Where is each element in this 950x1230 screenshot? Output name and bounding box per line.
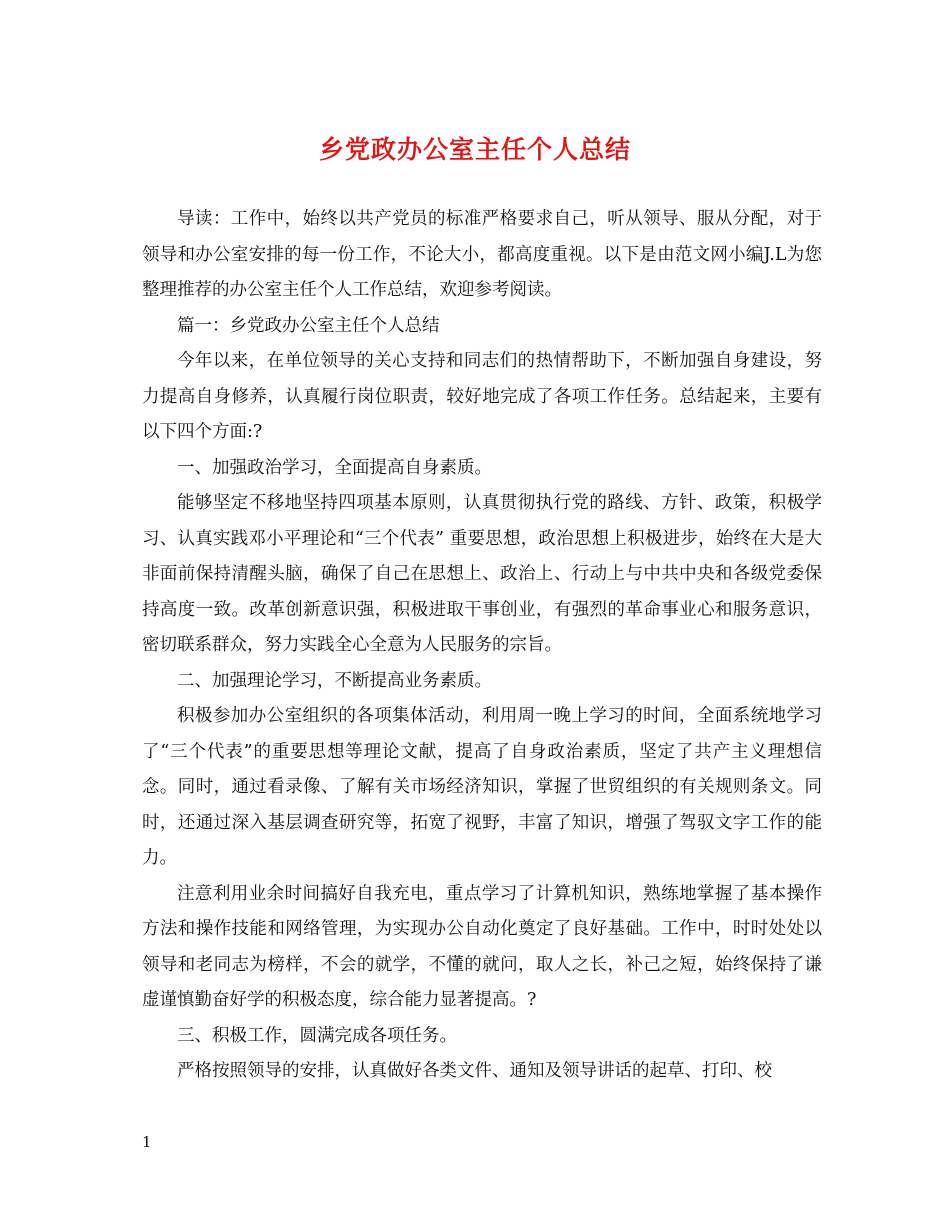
paragraph-theory-study: 积极参加办公室组织的各项集体活动，利用周一晚上学习的时间，全面系统地学习了“三个代表”的重要思想等理论文献，提高了自身政治素质，坚定了共产主义理想信念。同时，通过看录像、了解有关市场经济知识，掌握了世贸组织的有关规则条文。同时，还通过深入基层调查研究等，拓宽了视野，丰富了知识，增强了驾驭文字工作的能力。	[142, 706, 822, 868]
paragraph-self-improvement: 注意利用业余时间搞好自我充电，重点学习了计算机知识，熟练地掌握了基本操作方法和操作技能和网络管理，为实现办公自动化奠定了良好基础。工作中，时时处处以领导和老同志为榜样，不会的就学，不懂的就问，取人之长，补己之短，始终保持了谦虚谨慎勤奋好学的积极态度，综合能力显著提高。?	[142, 883, 822, 1010]
paragraph-part-one-heading: 篇一：乡党政办公室主任个人总结	[177, 315, 440, 336]
paragraph-overview: 今年以来，在单位领导的关心支持和同志们的热情帮助下，不断加强自身建设，努力提高自身修养，认真履行岗位职责，较好地完成了各项工作任务。总结起来，主要有以下四个方面:?	[142, 351, 822, 442]
page-number: 1	[142, 1133, 152, 1151]
document-body	[142, 202, 822, 1090]
document-title: 乡党政办公室主任个人总结	[318, 135, 631, 164]
paragraph-intro: 导读：工作中，始终以共产党员的标准严格要求自己，听从领导、服从分配，对于领导和办公室安排的每一份工作，不论大小，都高度重视。以下是由范文网小编J.L为您整理推荐的办公室主任个人工作总结，欢迎参考阅读。	[142, 209, 822, 300]
paragraph-tasks: 严格按照领导的安排，认真做好各类文件、通知及领导讲话的起草、打印、校	[177, 1061, 772, 1081]
section-heading-3: 三、积极工作，圆满完成各项任务。	[177, 1025, 457, 1046]
section-heading-2: 二、加强理论学习，不断提高业务素质。	[177, 670, 492, 691]
paragraph-political-study: 能够坚定不移地坚持四项基本原则，认真贯彻执行党的路线、方针、政策，积极学习、认真实践邓小平理论和“三个代表” 重要思想，政治思想上积极进步，始终在大是大非面前保持清醒头脑，确保了自己在思想上、政治上、行动上与中共中央和各级党委保持高度一致。改革创新意识强，积极进取干事创业，有强烈的革命事业心和服务意识，密切联系群众，努力实践全心全意为人民服务的宗旨。	[142, 493, 822, 655]
section-heading-1: 一、加强政治学习，全面提高自身素质。	[177, 457, 492, 478]
